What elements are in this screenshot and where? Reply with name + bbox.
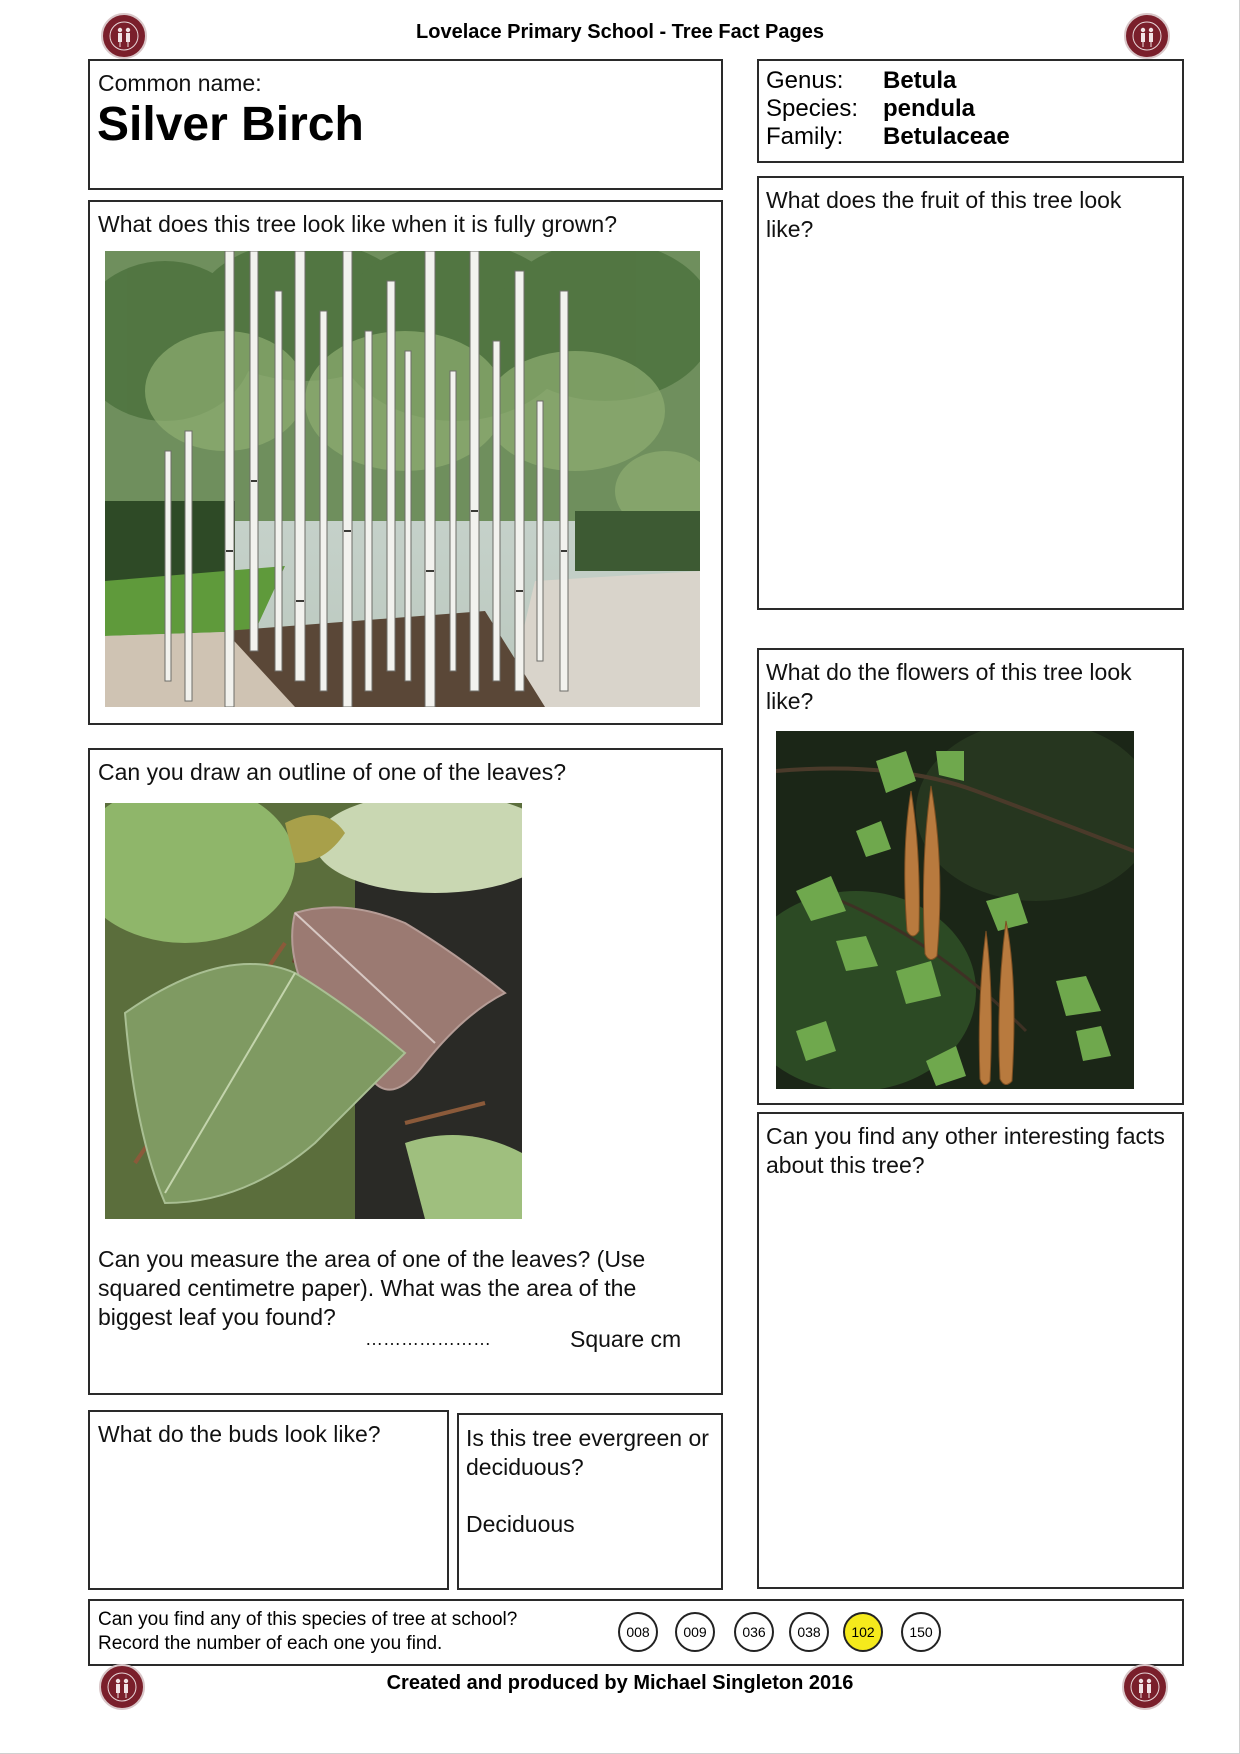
tree-number-008[interactable]: 008: [618, 1612, 658, 1652]
school-count-question: Can you find any of this species of tree at school?: [98, 1609, 518, 1630]
leaves-photo: [105, 803, 522, 1219]
interesting-facts-box: [757, 1112, 1184, 1589]
catkin-flowers-photo: [776, 731, 1134, 1089]
tree-common-name: Silver Birch: [97, 98, 364, 151]
flowers-box: [757, 648, 1184, 1105]
tree-number-038[interactable]: 038: [789, 1612, 829, 1652]
evergreen-box: [457, 1413, 723, 1590]
leaf-area-question: Can you measure the area of one of the leaves? (Use squared centimetre paper). What was the area of the biggest leaf you found?: [98, 1246, 646, 1330]
family-value: Betulaceae: [883, 123, 1010, 150]
evergreen-question: Is this tree evergreen or deciduous?: [466, 1425, 709, 1480]
fruit-question: What does the fruit of this tree look like?: [766, 187, 1122, 242]
tree-number-102-highlighted[interactable]: 102: [843, 1612, 883, 1652]
evergreen-answer: Deciduous: [466, 1511, 575, 1537]
tree-number-150[interactable]: 150: [901, 1612, 941, 1652]
taxonomy-box: [757, 59, 1184, 163]
flowers-question: What do the flowers of this tree look like?: [766, 659, 1132, 714]
tree-number-009[interactable]: 009: [675, 1612, 715, 1652]
species-label: Species:: [766, 95, 859, 122]
buds-question: What do the buds look like?: [98, 1421, 381, 1447]
leaf-area-unit: Square cm: [570, 1326, 682, 1352]
genus-label: Genus:: [766, 67, 844, 94]
school-count-instruction: Record the number of each one you find.: [98, 1633, 443, 1654]
leaf-outline-question: Can you draw an outline of one of the leaves?: [98, 759, 566, 785]
school-count-box: [88, 1599, 1184, 1666]
tree-number-036[interactable]: 036: [734, 1612, 774, 1652]
genus-value: Betula: [883, 67, 957, 94]
fully-grown-tree-photo: [105, 251, 700, 707]
footer-credit: Created and produced by Michael Singleton 2016: [386, 1672, 854, 1694]
species-value: pendula: [883, 95, 976, 122]
buds-box: [88, 1410, 449, 1590]
fully-grown-question: What does this tree look like when it is fully grown?: [98, 211, 618, 237]
leaves-box: [88, 748, 723, 1395]
fully-grown-box: [88, 200, 723, 725]
interesting-facts-question: Can you find any other interesting facts about this tree?: [766, 1123, 1165, 1178]
family-label: Family:: [766, 123, 844, 150]
common-name-box: [88, 59, 723, 190]
common-name-label: Common name:: [98, 70, 262, 96]
page-header-title: Lovelace Primary School - Tree Fact Pages: [416, 21, 824, 43]
leaf-area-answer-line: …………………: [365, 1329, 491, 1349]
fruit-box: [757, 176, 1184, 610]
